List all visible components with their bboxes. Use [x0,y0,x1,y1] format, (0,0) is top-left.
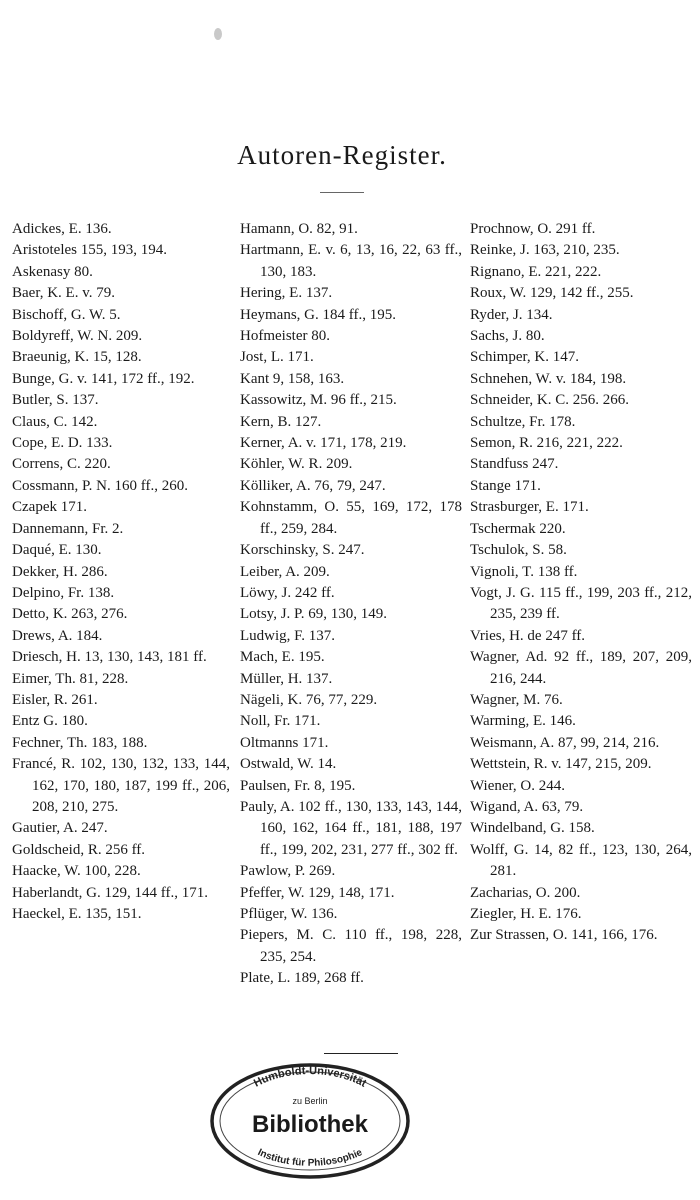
index-entry: Fechner, Th. 183, 188. [12,734,148,751]
index-entry: Piepers, M. C. 110 ff., 198, 228, 235, 254. [240,927,462,965]
index-entry: Pflüger, W. 136. [240,906,338,922]
index-entry: Leiber, A. 209. [240,563,330,580]
index-entry: Reinke, J. 163, 210, 235. [470,242,620,259]
index-entry: Stange 171. [470,477,541,494]
index-entry: Hofmeister 80. [240,328,330,345]
index-entry: Strasburger, E. 171. [470,499,589,516]
index-column-1 [12,219,230,925]
index-entry: Cossmann, P. N. 160 ff., 260. [12,477,188,494]
index-entry: Tschulok, S. 58. [470,542,567,559]
index-entry: Kölliker, A. 76, 79, 247. [240,477,386,494]
index-entry: Schimper, K. 147. [470,349,579,366]
stamp-bottom-text: Institut für Philosophie [255,1147,365,1169]
index-entry: Hering, E. 137. [240,285,333,302]
index-entry: Schultze, Fr. 178. [470,413,576,430]
index-entry: Gautier, A. 247. [12,820,108,837]
ink-smudge [214,28,222,40]
index-entry: Askenasy 80. [12,263,93,280]
index-entry: Kant 9, 158, 163. [240,370,345,387]
title-divider [320,192,364,193]
index-entry: Pauly, A. 102 ff., 130, 133, 143, 144, 160, 162, 164 ff., 181, 188, 197 ff., 199, 202, 231, 277 ff., 302 ff. [240,798,462,858]
index-entry: Cope, E. D. 133. [12,435,113,452]
index-entry: Bischoff, G. W. 5. [12,306,121,323]
index-column-3 [470,219,692,947]
page-title: Autoren-Register. [237,140,447,170]
index-entry: Vignoli, T. 138 ff. [470,563,578,580]
index-entry: Drews, A. 184. [12,627,103,644]
stamp-line-2: zu Berlin [292,1096,328,1106]
index-entry: Jost, L. 171. [240,349,314,366]
index-entry: Zacharias, O. 200. [470,884,581,901]
index-entry: Wagner, Ad. 92 ff., 189, 207, 209, 216, 244. [470,649,692,687]
index-entry: Müller, H. 137. [240,670,333,687]
index-entry: Correns, C. 220. [12,456,111,473]
library-stamp [208,1060,412,1182]
index-entry: Braeunig, K. 15, 128. [12,349,142,366]
index-entry: Hamann, O. 82, 91. [240,221,358,237]
index-entry: Goldscheid, R. 256 ff. [12,841,146,858]
index-entry: Eisler, R. 261. [12,691,98,708]
index-entry: Wettstein, R. v. 147, 215, 209. [470,756,652,773]
index-entry: Czapek 171. [12,499,87,516]
index-entry: Korschinsky, S. 247. [240,542,365,559]
index-entry: Zur Strassen, O. 141, 166, 176. [470,927,658,944]
index-entry: Adickes, E. 136. [12,221,112,237]
index-entry: Roux, W. 129, 142 ff., 255. [470,285,634,302]
index-entry: Heymans, G. 184 ff., 195. [240,306,396,323]
index-entry: Ludwig, F. 137. [240,627,336,644]
footer-rule [324,1053,398,1054]
index-entry: Schneider, K. C. 256. 266. [470,392,629,409]
index-entry: Bunge, G. v. 141, 172 ff., 192. [12,370,195,387]
index-entry: Claus, C. 142. [12,413,98,430]
index-entry: Wiener, O. 244. [470,777,566,794]
index-entry: Driesch, H. 13, 130, 143, 181 ff. [12,649,207,666]
index-entry: Aristoteles 155, 193, 194. [12,242,167,259]
index-entry: Francé, R. 102, 130, 132, 133, 144, 162, 170, 180, 187, 199 ff., 206, 208, 210, 275. [12,756,230,815]
index-entry: Wigand, A. 63, 79. [470,798,584,815]
index-entry: Hartmann, E. v. 6, 13, 16, 22, 63 ff., 130, 183. [240,242,462,280]
index-entry: Kerner, A. v. 171, 178, 219. [240,435,407,452]
index-entry: Kern, B. 127. [240,413,322,430]
index-entry: Rignano, E. 221, 222. [470,263,602,280]
index-entry: Plate, L. 189, 268 ff. [240,970,364,987]
index-entry: Wolff, G. 14, 82 ff., 123, 130, 264, 281. [470,841,692,880]
index-entry: Haberlandt, G. 129, 144 ff., 171. [12,884,208,901]
index-entry: Dannemann, Fr. 2. [12,520,124,537]
index-entry: Haacke, W. 100, 228. [12,863,141,880]
stamp-top-text: Humboldt-Universität [251,1064,369,1090]
index-entry: Vries, H. de 247 ff. [470,627,586,644]
index-entry: Nägeli, K. 76, 77, 229. [240,691,378,708]
index-entry: Noll, Fr. 171. [240,713,321,730]
index-entry: Daqué, E. 130. [12,542,102,559]
index-entry: Pawlow, P. 269. [240,863,336,880]
index-entry: Boldyreff, W. N. 209. [12,328,143,345]
index-entry: Ostwald, W. 14. [240,756,337,773]
index-entry: Baer, K. E. v. 79. [12,285,115,302]
index-entry: Prochnow, O. 291 ff. [470,221,596,237]
index-entry: Delpino, Fr. 138. [12,584,115,601]
index-entry: Wagner, M. 76. [470,691,563,708]
index-entry: Vogt, J. G. 115 ff., 199, 203 ff., 212, 235, 239 ff. [470,584,692,623]
index-entry: Sachs, J. 80. [470,328,545,345]
index-entry: Windelband, G. 158. [470,820,595,837]
index-entry: Paulsen, Fr. 8, 195. [240,777,356,794]
index-entry: Weismann, A. 87, 99, 214, 216. [470,734,660,751]
index-entry: Tschermak 220. [470,520,566,537]
index-entry: Ziegler, H. E. 176. [470,906,582,922]
index-entry: Schnehen, W. v. 184, 198. [470,370,627,387]
index-entry: Standfuss 247. [470,456,559,473]
index-entry: Ryder, J. 134. [470,306,553,323]
index-entry: Pfeffer, W. 129, 148, 171. [240,884,395,901]
index-entry: Oltmanns 171. [240,734,329,751]
index-entry: Lotsy, J. P. 69, 130, 149. [240,606,387,623]
index-entry: Detto, K. 263, 276. [12,606,128,623]
index-entry: Mach, E. 195. [240,649,325,666]
index-entry: Warming, E. 146. [470,713,576,730]
index-column-2 [240,219,462,990]
index-entry: Eimer, Th. 81, 228. [12,670,129,687]
index-entry: Löwy, J. 242 ff. [240,584,335,601]
index-entry: Semon, R. 216, 221, 222. [470,435,623,452]
index-entry: Kassowitz, M. 96 ff., 215. [240,392,397,409]
index-entry: Haeckel, E. 135, 151. [12,906,142,922]
index-entry: Butler, S. 137. [12,392,99,409]
index-entry: Kohnstamm, O. 55, 169, 172, 178 ff., 259, 284. [240,499,462,537]
index-entry: Dekker, H. 286. [12,563,108,580]
index-entry: Entz G. 180. [12,713,88,730]
stamp-center-text: Bibliothek [251,1111,369,1138]
index-entry: Köhler, W. R. 209. [240,456,353,473]
